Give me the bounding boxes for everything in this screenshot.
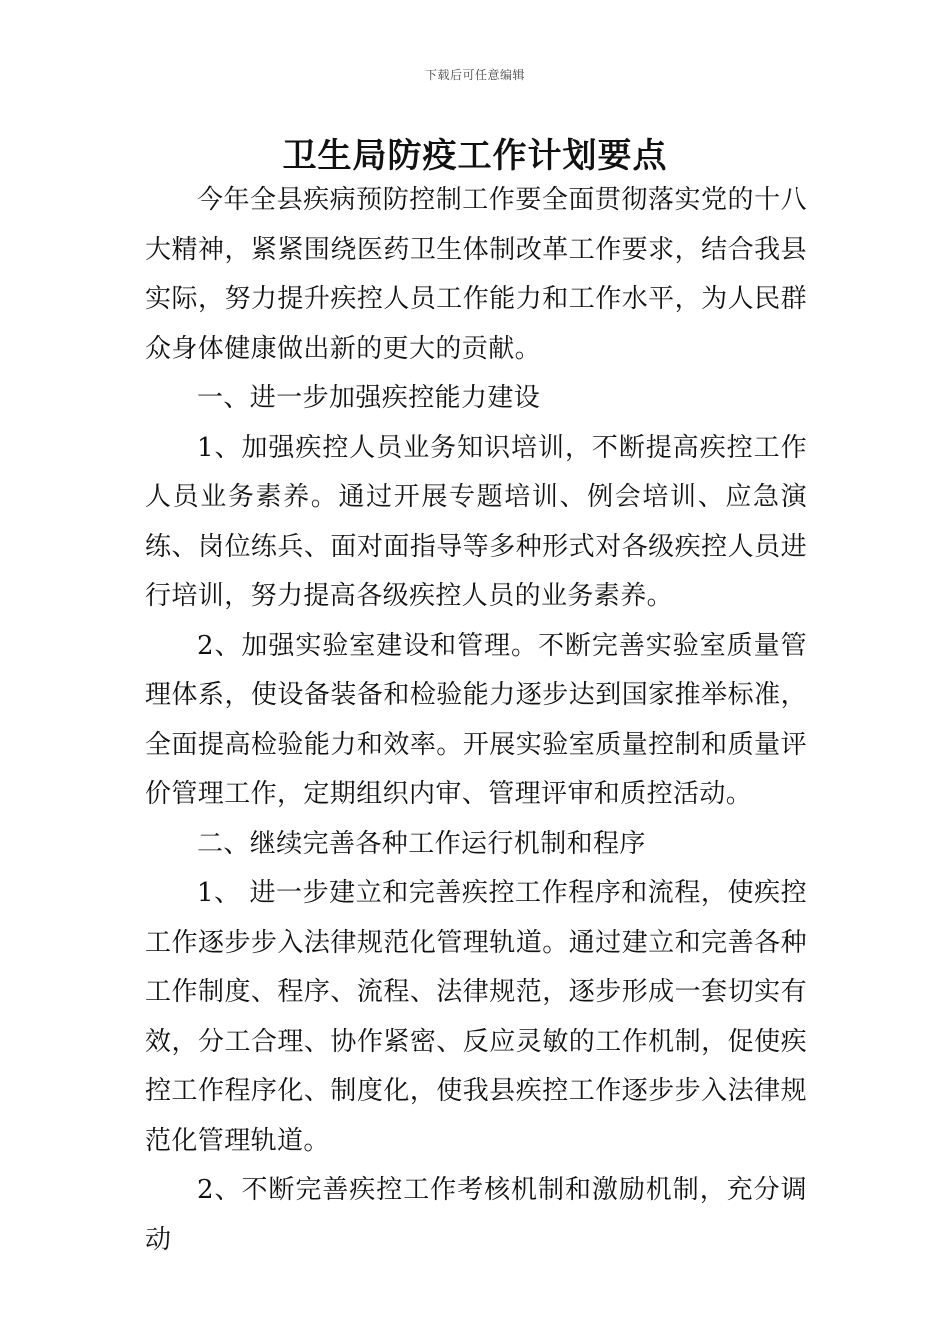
document-title: 卫生局防疫工作计划要点 — [282, 136, 668, 176]
intro-paragraph: 今年全县疾病预防控制工作要全面贯彻落实党的十八大精神，紧紧围绕医药卫生体制改革工作要求，结合我县实际，努力提升疾控人员工作能力和工作水平，为人民群众身体健康做出新的更大的贡献。 — [145, 185, 807, 364]
section-1-item-1: 1、加强疾控人员业务知识培训，不断提高疾控工作人员业务素养。通过开展专题培训、例会培训、应急演练、岗位练兵、面对面指导等多种形式对各级疾控人员进行培训，努力提高各级疾控人员的业务素养。 — [145, 432, 807, 611]
section-2-item-2: 2、不断完善疾控工作考核机制和激励机制，充分调动 — [145, 1175, 807, 1255]
document-body — [145, 176, 807, 1265]
section-1-item-2: 2、加强实验室建设和管理。不断完善实验室质量管理体系，使设备装备和检验能力逐步达到国家推举标准，全面提高检验能力和效率。开展实验室质量控制和质量评价管理工作，定期组织内审、管理评审和质控活动。 — [145, 630, 807, 809]
header-note: 下载后可任意编辑 — [424, 68, 525, 82]
section-heading-2: 二、继续完善各种工作运行机制和程序 — [197, 828, 646, 859]
section-heading-1: 一、进一步加强疾控能力建设 — [197, 383, 541, 413]
section-2-item-1: 1、 进一步建立和完善疾控工作程序和流程，使疾控工作逐步步入法律规范化管理轨道。通过建立和完善各种工作制度、程序、流程、法律规范，逐步形成一套切实有效，分工合理、协作紧密、反应灵敏的工作机制，促使疾控工作程序化、制度化，使我县疾控工作逐步步入法律规范化管理轨道。 — [145, 878, 807, 1156]
